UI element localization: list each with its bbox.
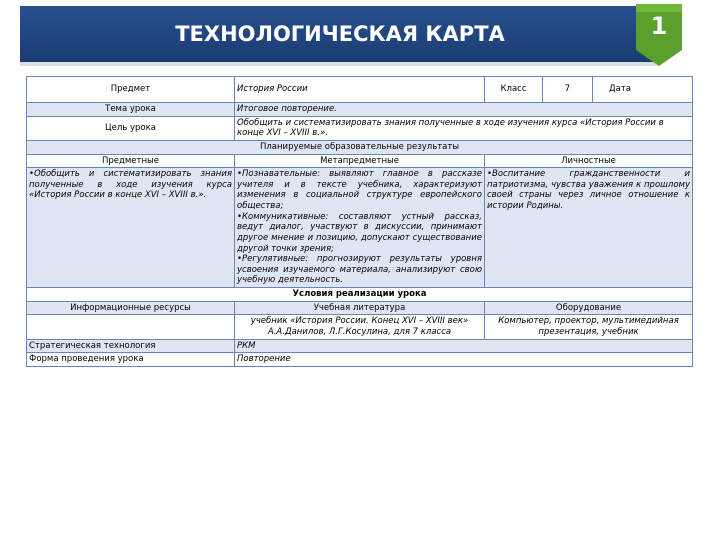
row-form xyxy=(27,353,693,367)
row-results-columns xyxy=(27,154,693,168)
col-subject-header: Предметные xyxy=(27,154,235,168)
meta-regulatory: •Регулятивные: прогнозируют результаты уровня усвоения изучаемого материала, анализируют свою учебную деятельность. xyxy=(237,254,482,286)
row-topic xyxy=(27,103,693,117)
meta-results-cell xyxy=(235,168,485,288)
slide-number: 1 xyxy=(650,12,668,40)
strategy-label: Стратегическая технология xyxy=(27,339,235,353)
class-value: 7 xyxy=(543,77,593,103)
row-goal xyxy=(27,116,693,140)
row-conditions-header xyxy=(27,288,693,302)
topic-value: Итоговое повторение. xyxy=(235,103,693,117)
row-strategy xyxy=(27,339,693,353)
row-subject xyxy=(27,77,693,103)
row-resources-header xyxy=(27,301,693,315)
form-label: Форма проведения урока xyxy=(27,353,235,367)
form-value: Повторение xyxy=(235,353,693,367)
info-resources-value xyxy=(27,315,235,339)
planned-results-header: Планируемые образовательные результаты xyxy=(27,140,693,154)
row-planned-header xyxy=(27,140,693,154)
date-label: Дата xyxy=(609,84,632,95)
header-shadow xyxy=(20,62,660,66)
col-meta-header: Метапредметные xyxy=(235,154,485,168)
topic-label: Тема урока xyxy=(27,103,235,117)
info-resources-label: Информационные ресурсы xyxy=(27,301,235,315)
conditions-header: Условия реализации урока xyxy=(27,288,693,302)
goal-label: Цель урока xyxy=(27,116,235,140)
subject-value: История России xyxy=(235,77,485,103)
equipment-value: Компьютер, проектор, мультимедийная презентация, учебник xyxy=(485,315,693,339)
personal-results: •Воспитание гражданственности и патриотизма, чувства уважения к прошлому своей страны через личное отношение к истории Родины. xyxy=(485,168,693,288)
date-cell xyxy=(593,77,693,103)
class-label: Класс xyxy=(485,77,543,103)
tech-card-table xyxy=(26,76,693,367)
subject-label: Предмет xyxy=(27,77,235,103)
strategy-value: РКМ xyxy=(235,339,693,353)
row-results xyxy=(27,168,693,288)
equipment-label: Оборудование xyxy=(485,301,693,315)
row-resources xyxy=(27,315,693,339)
meta-cognitive: •Познавательные: выявляют главное в рассказе учителя и в тексте учебника, характеризуют изменения в социальной структуре европейского общества; xyxy=(237,169,482,211)
literature-value: учебник «История России. Конец XVI – XVIII век» А.А.Данилов, Л.Г.Косулина, для 7 класса xyxy=(235,315,485,339)
literature-label: Учебная литература xyxy=(235,301,485,315)
meta-communicative: •Коммуникативные: составляют устный рассказ, ведут диалог, участвуют в дискуссии, принимают другое мнение и позицию, допускают существование другой точки зрения; xyxy=(237,211,482,254)
subject-results: •Обобщить и систематизировать знания полученные в ходе изучения курса «История России в конце XVI – XVIII в.». xyxy=(27,168,235,288)
col-personal-header: Личностные xyxy=(485,154,693,168)
goal-value: Обобщить и систематизировать знания полученные в ходе изучения курса «История России в конце XVI – XVIII в.». xyxy=(235,116,693,140)
slide-title: ТЕХНОЛОГИЧЕСКАЯ КАРТА xyxy=(175,22,505,46)
